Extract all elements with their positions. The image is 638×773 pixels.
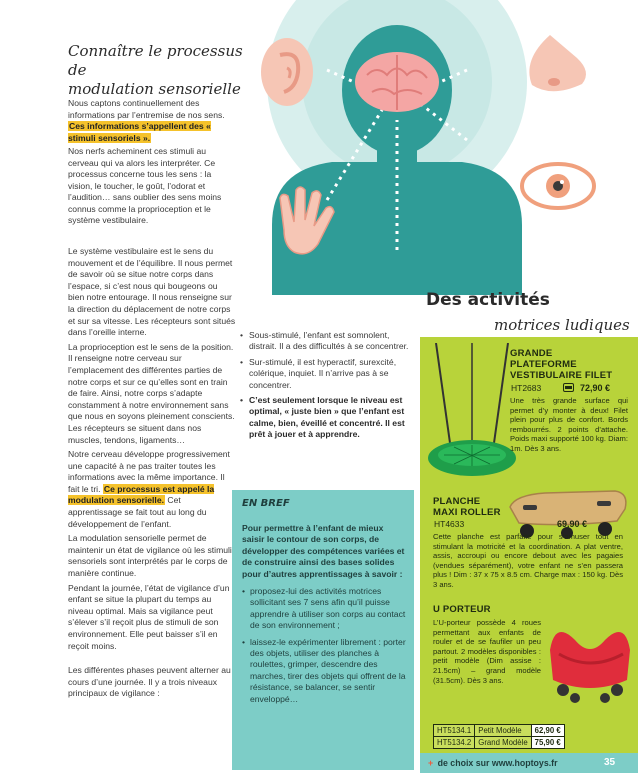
brain-highlight: Ce processus est appelé la modulation sensorielle. [68,483,215,506]
product-1-name-l3: VESTIBULAIRE FILET [510,370,613,381]
intro-highlight: Ces informations s’appellent des « stimuli sensoriels ». [68,121,211,143]
en-bref-lead: Pour permettre à l’enfant de mieux saisir le contour de son corps, de développer des compétences variées et de construire ainsi des bases solides pour d’autres apprentissages à savoir : [242,523,405,579]
table-row [434,737,565,749]
en-bref-list [242,586,406,705]
variant-model: Petit Modèle [475,725,531,737]
brain-after: Cet apprentissage se fait tout au long du développement de l’enfant. [68,495,207,529]
paragraph-vestibular: Le système vestibulaire est le sens du mouvement et de l’équilibre. Il nous permet de savoir où se situe notre corps dans l’espace, si c’est nous qui bougeons ou bien notre entourage. Il nous renseigne sur la direction du déplacement de notre corps et sur sa vitesse. Les récepteurs sont situés dans l’oreille interne. [68,246,236,338]
u-porteur-image [545,610,635,710]
product-2-name [433,496,501,518]
paragraph-proprioception: La proprioception est le sens de la position. Il renseigne notre cerveau sur l’emplacement des différentes parties de notre corps et sur ce qu’elles sont en train de faire. Ainsi, notre corps s’adapte constamment à notre environnement sans que nous en soyons pleinement conscients. Les récepteurs se situent dans nos muscles, tendons, ligaments… [68,341,235,445]
variant-ref: HT5134.2 [434,737,475,749]
product-3-desc: L’U-porteur possède 4 roues permettant aux enfants de rouler et de se faufiler un peu partout. 2 modèles disponibles : petit modèle (Dim assise : 21.5cm) – grand modèle (31.5cm). Dès 3 ans. [433,618,541,685]
seat-icon [563,383,574,392]
u-porteur-variants-table [433,724,565,749]
swing-platform-image [424,343,520,488]
variant-price: 62,90 € [531,725,564,737]
vigilance-optimal: • C’est seulement lorsque le niveau est optimal, « juste bien » que l’enfant est calme, bien, éveillé et concentré. Il est prêt à jouer et à apprendre. [240,395,410,441]
more-choice-text: de choix sur www.hoptoys.fr [437,758,558,768]
product-1-ref: HT2683 [511,383,542,393]
product-2-name-l1: PLANCHE [433,496,481,507]
en-bref-item: • laissez-le expérimenter librement : porter des objets, utiliser des planches à roulettes, grimper, descendre des marches, tirer des objets qui offrent de la résistance, se balancer, se sentir enveloppé… [242,637,406,705]
more-choice-link[interactable] [428,758,558,768]
activities-subtitle: motrices ludiques [494,316,630,334]
paragraph-phases: Les différentes phases peuvent alterner au cours d’une journée. Il y a trois niveaux principaux de vigilance : [68,665,231,699]
senses-figure [232,0,638,295]
nose-icon [529,35,586,91]
activities-title: Des activités [426,290,550,310]
plus-icon: + [428,758,434,768]
en-bref-item: • proposez-lui des activités motrices sollicitant ses 7 sens afin qu’il puisse apprendre à utiliser son corps au contact de son environnement ; [242,586,406,632]
section-title-line1: Connaître le processus de [68,42,243,79]
intro-plain: Nous captons continuellement des informations par l’entremise de nos sens. [68,98,225,120]
page-number: 35 [604,757,616,768]
paragraph-brain [68,449,236,530]
product-2-price: 69,90 € [557,519,588,529]
paragraph-modulation: La modulation sensorielle permet de maintenir un état de vigilance où les stimuli sensoriels sont interprétés par le corps de manière continue. [68,533,232,579]
senses-illustration [232,0,638,295]
ear-icon [261,38,313,106]
brain-icon [355,52,439,112]
section-title-line2: modulation sensorielle [68,80,241,98]
paragraph-vigilance: Pendant la journée, l’état de vigilance d’un enfant se situe la plupart du temps au niveau optimal. Mais sa vigilance peut s’élever s’il reçoit plus de stimuli de son environnement. Elle peut baisser s’il en reçoit moins. [68,582,230,651]
main-text [68,246,236,703]
intro-text [68,98,236,229]
section-title [68,42,258,99]
table-row [434,725,565,737]
variant-price: 75,90 € [531,737,564,749]
vigilance-levels-list [240,330,410,445]
eye-icon [522,164,594,208]
product-1-name [510,348,612,381]
product-2-ref: HT4633 [434,519,465,529]
product-2-desc: Cette planche est parfaite pour s’amuser tout en stimulant la motricité et la coordination. A plat ventre, assis, accroupi ou encore debout avec les pagaies (vendues séparément), votre enfant ne s’en passera plus ! Dim : 37 x 75 x 8.5 cm. Charge max : 150 kg. Dès 3 ans. [433,532,623,589]
product-1-name-l1: GRANDE [510,348,553,359]
brain-plain: Notre cerveau développe progressivement une capacité à ne pas traiter toutes les informations avec la même importance. Il fait le tri. [68,449,230,494]
vigilance-under: • Sous-stimulé, l’enfant est somnolent, distrait. Il a des difficultés à se concentrer. [240,330,410,353]
product-1-desc: Une très grande surface qui permet d’y monter à deux! Filet plein pour plus de confort. Bords rembourrés. 2 points d’attache. Poids maxi supporté 100 kg. Diam: 1m. Dès 3 ans. [510,396,628,453]
product-2-name-l2: MAXI ROLLER [433,507,501,518]
vigilance-over: • Sur-stimulé, il est hyperactif, surexcité, colérique, inquiet. Il n’arrive pas à se concentrer. [240,357,410,391]
en-bref-title: EN BREF [242,498,290,509]
variant-ref: HT5134.1 [434,725,475,737]
intro-paragraph-2: Nos nerfs acheminent ces stimuli au cerveau qui va alors les interpréter. Ce processus concerne tous les sens : la vision, le toucher, le goût, l’odorat et l’audition… sans oublier des sens moins connus comme la proprioception et le système vestibulaire. [68,146,222,225]
variant-model: Grand Modèle [475,737,531,749]
intro-paragraph-1 [68,98,236,144]
product-1-price: 72,90 € [580,383,611,393]
product-3-name: U PORTEUR [433,604,491,615]
product-1-name-l2: PLATEFORME [510,359,577,370]
en-bref-box [232,490,414,770]
